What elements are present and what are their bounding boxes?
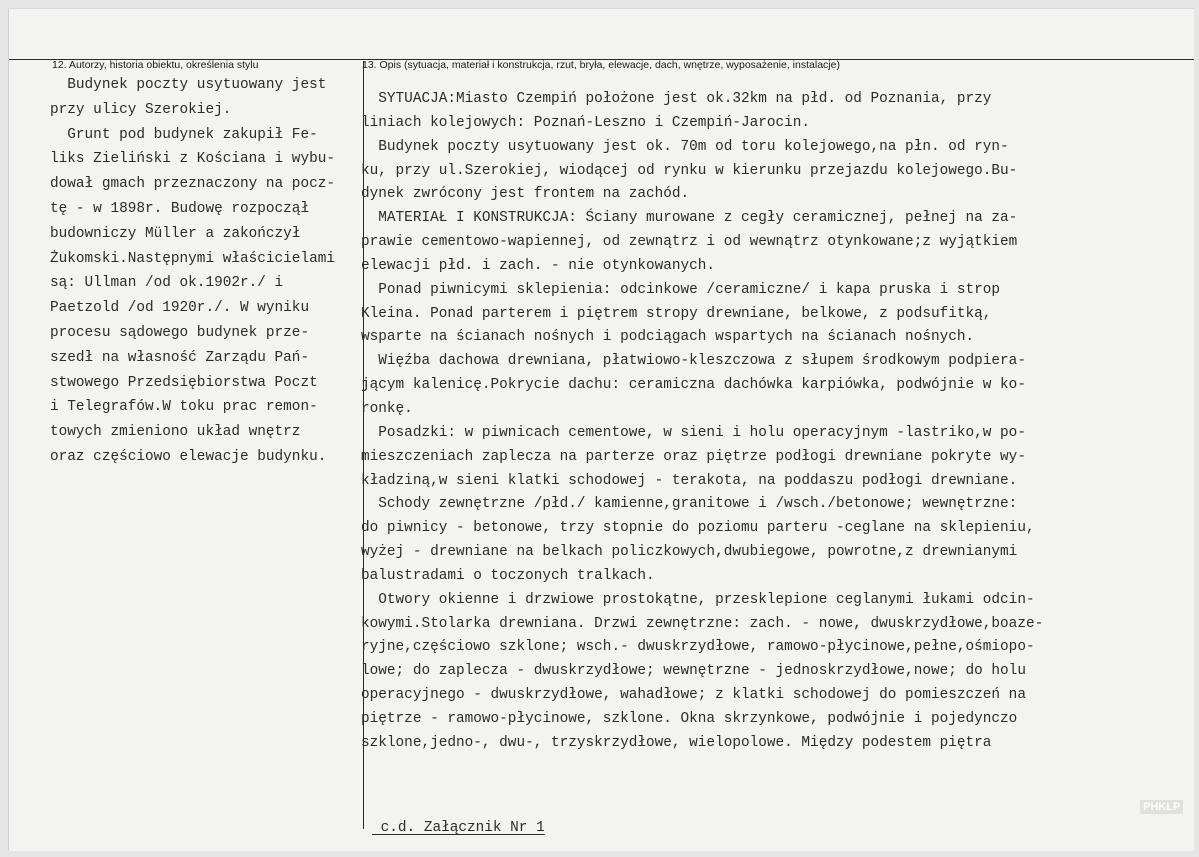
text-line: budowniczy Müller a zakończył (50, 225, 301, 242)
text-line: Więźba dachowa drewniana, płatwiowo-kleszczowa z słupem środkowym podpiera- (361, 353, 1026, 370)
text-line: prawie cementowo-wapiennej, od zewnątrz i od wewnątrz otynkowane;z wyjątkiem (361, 234, 1018, 251)
text-line: towych zmieniono układ wnętrz (50, 424, 301, 441)
text-line: lowe; do zaplecza - dwuskrzydłowe; wewnętrzne - jednoskrzydłowe,nowe; do holu (361, 663, 1026, 680)
text-line: Budynek poczty usytuowany jest (50, 77, 327, 93)
text-line: szklone,jedno-, dwu-, trzyskrzydłowe, wielopolowe. Między podestem piętra (361, 734, 992, 751)
text-line: oraz częściowo elewacje budynku. (50, 448, 327, 465)
text-line: i Telegrafów.W toku prac remon- (50, 399, 318, 416)
text-line: Otwory okienne i drzwiowe prostokątne, przesklepione ceglanymi łukami odcin- (361, 591, 1035, 608)
text-line: kowymi.Stolarka drewniana. Drzwi zewnętrzne: zach. - nowe, dwuskrzydłowe,boaze- (361, 615, 1044, 632)
text-line: jącym kalenicę.Pokrycie dachu: ceramiczna dachówka karpiówka, podwójnie w ko- (361, 377, 1026, 394)
continuation-note: c.d. Załącznik Nr 1 (372, 820, 545, 836)
text-line: przy ulicy Szerokiej. (50, 101, 232, 118)
text-line: liks Zieliński z Kościana i wybu- (50, 151, 335, 168)
text-line: liniach kolejowych: Poznań-Leszno i Czempiń-Jarocin. (361, 114, 811, 131)
text-line: piętrze - ramowo-płycinowe, szklone. Okna skrzynkowe, podwójnie i pojedynczo (361, 710, 1018, 727)
text-line: do piwnicy - betonowe, trzy stopnie do poziomu parteru -ceglane na sklepieniu, (361, 520, 1035, 537)
text-line: Budynek poczty usytuowany jest ok. 70m od toru kolejowego,na płn. od ryn- (361, 138, 1009, 155)
text-line: MATERIAŁ I KONSTRUKCJA: Ściany murowane z cegły ceramicznej, pełnej na za- (361, 210, 1018, 227)
text-line: ku, przy ul.Szerokiej, wiodącej od rynku w kierunku przejazdu kolejowego.Bu- (361, 162, 1018, 179)
right-column-heading: 13. Opis (sytuacja, materiał i konstrukcja, rzut, bryła, elewacje, dach, wnętrze, wyposażenie, instalacje) (362, 59, 840, 71)
text-line: wyżej - drewniane na belkach policzkowych,dwubiegowe, powrotne,z drewnianymi (361, 544, 1018, 561)
text-line: mieszczeniach zaplecza na parterze oraz piętrze podłogi drewniane pokryte wy- (361, 448, 1026, 465)
text-line: Paetzold /od 1920r./. W wyniku (50, 300, 310, 317)
text-line: kładziną,w sieni klatki schodowej - terakota, na poddaszu podłogi drewniane. (361, 472, 1018, 489)
text-line: Grunt pod budynek zakupił Fe- (50, 126, 318, 143)
text-line: stwowego Przedsiębiorstwa Poczt (50, 374, 318, 391)
text-line: operacyjnego - dwuskrzydłowe, wahadłowe; z klatki schodowej do pomieszczeń na (361, 687, 1026, 704)
text-line: SYTUACJA:Miasto Czempiń położone jest ok.32km na płd. od Poznania, przy (361, 91, 992, 107)
text-line: dował gmach przeznaczony na pocz- (50, 176, 335, 193)
archive-stamp: PHKLP (1140, 800, 1183, 814)
text-line: dynek zwrócony jest frontem na zachód. (361, 186, 690, 203)
text-line: Żukomski.Następnymi właścicielami (50, 250, 335, 267)
text-line: ryjne,częściowo szklone; wsch.- dwuskrzydłowe, ramowo-płycinowe,pełne,ośmiopo- (361, 639, 1035, 656)
text-line: balustradami o toczonych tralkach. (361, 567, 655, 584)
text-line: wsparte na ścianach nośnych i podciągach wspartych na ścianach nośnych. (361, 329, 975, 346)
text-line: szedł na własność Zarządu Pań- (50, 349, 310, 366)
text-line: są: Ullman /od ok.1902r./ i (50, 275, 284, 292)
text-line: Posadzki: w piwnicach cementowe, w sieni i holu operacyjnym -lastriko,w po- (361, 424, 1026, 441)
text-line: Schody zewnętrzne /płd./ kamienne,granitowe i /wsch./betonowe; wewnętrzne: (361, 496, 1018, 513)
description-text (361, 88, 1043, 756)
left-column-heading: 12. Autorzy, historia obiektu, określenia stylu (52, 59, 259, 71)
text-line: Kleina. Ponad parterem i piętrem stropy drewniane, belkowe, z podsufitką, (361, 305, 992, 322)
text-line: elewacji płd. i zach. - nie otynkowanych. (361, 257, 716, 274)
text-line: tę - w 1898r. Budowę rozpoczął (50, 200, 310, 217)
history-text (50, 73, 335, 470)
text-line: procesu sądowego budynek prze- (50, 324, 310, 341)
text-line: Ponad piwnicymi sklepienia: odcinkowe /ceramiczne/ i kapa pruska i strop (361, 281, 1001, 298)
text-line: ronkę. (361, 400, 413, 417)
